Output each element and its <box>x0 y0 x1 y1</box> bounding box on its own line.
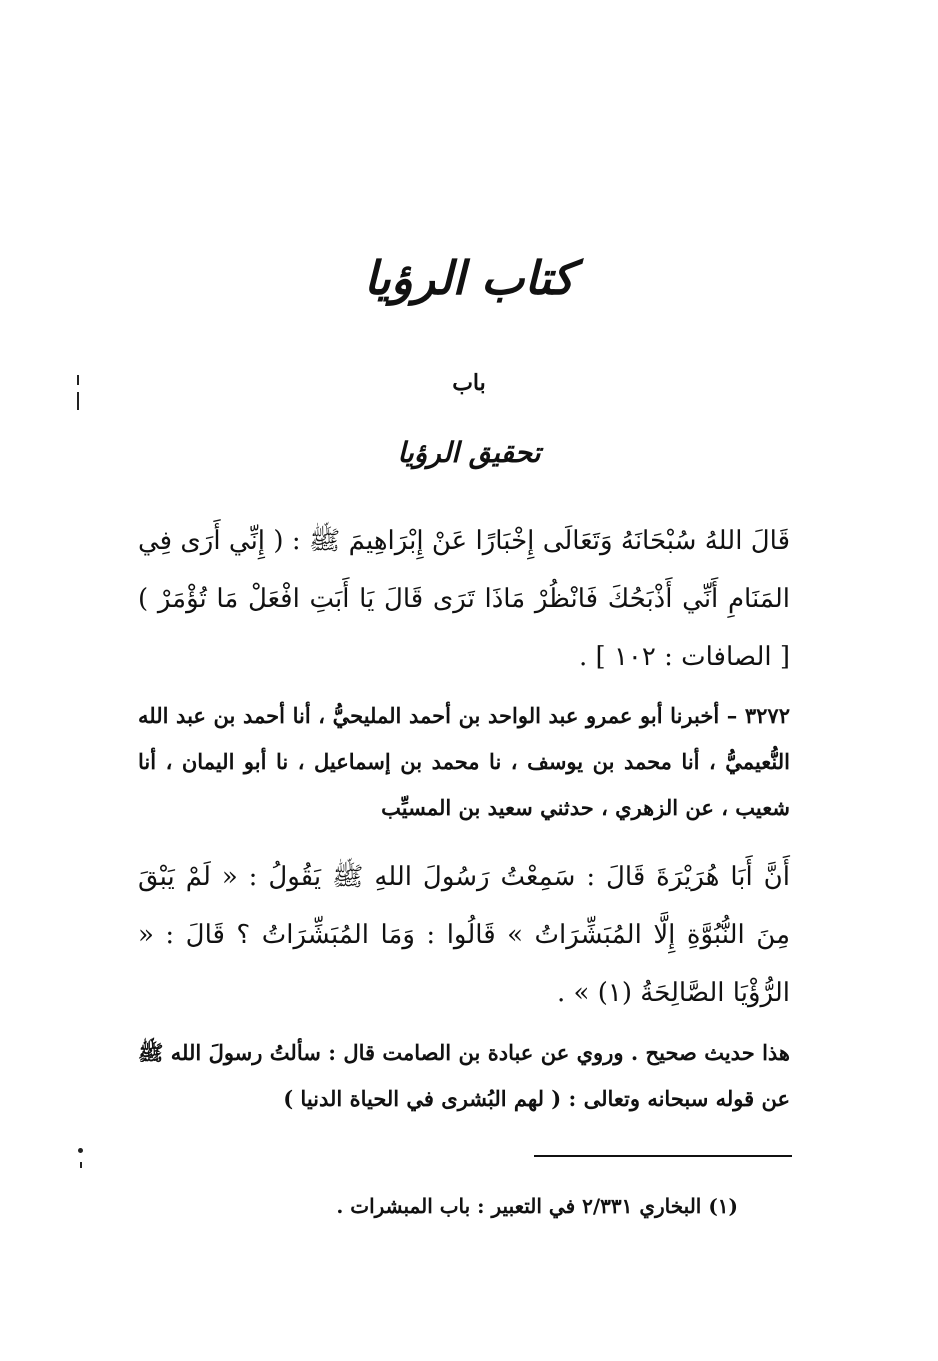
isnad-paragraph: ٣٢٧٢ – أخبرنا أبو عمرو عبد الواحد بن أحمد المليحيُّ ، أنا أحمد بن عبد الله النُّعيميُّ ، أنا محمد بن يوسف ، نا محمد بن إسماعيل ، نا أبو اليمان ، أنا شعيب ، عن الزهري ، حدثني سعيد بن المسيِّب <box>138 703 790 820</box>
verse-paragraph: قَالَ اللهُ سُبْحَانَهُ وَتَعَالَى إِخْبَارًا عَنْ إِبْرَاهِيمَ ﷺ : ( إِنِّي أَرَى فِي المَنَامِ أَنِّي أَذْبَحُكَ فَانْظُرْ مَاذَا تَرَى قَالَ يَا أَبَتِ افْعَلْ مَا تُؤْمَرْ ) [ الصافات : ١٠٢ ] . <box>138 526 790 672</box>
hadith-paragraph: أَنَّ أَبَا هُرَيْرَةَ قَالَ : سَمِعْتُ رَسُولَ اللهِ ﷺ يَقُولُ : « لَمْ يَبْقَ مِنَ النُّبُوَّةِ إِلَّا المُبَشِّرَاتُ » قَالُوا : وَمَا المُبَشِّرَاتُ ؟ قَالَ : « الرُّؤْيَا الصَّالِحَةُ (١) » . <box>138 862 790 1008</box>
margin-mark <box>77 392 79 410</box>
footnote-divider <box>534 1155 792 1157</box>
margin-mark <box>80 1162 82 1168</box>
margin-dot <box>78 1148 83 1153</box>
chapter-label: باب <box>452 370 486 396</box>
footnote: (١) البخاري ٢/٣٣١ في التعبير : باب المبشرات . <box>336 1194 738 1218</box>
chapter-title: تحقيق الرؤيا <box>397 436 541 469</box>
margin-mark <box>77 375 79 385</box>
book-title: كتاب الرؤيا <box>363 251 575 305</box>
commentary-paragraph: هذا حديث صحيح . وروي عن عبادة بن الصامت قال : سألتُ رسولَ الله ﷺ عن قوله سبحانه وتعالى : ( لهم البُشرى في الحياة الدنيا ) <box>138 1040 790 1111</box>
